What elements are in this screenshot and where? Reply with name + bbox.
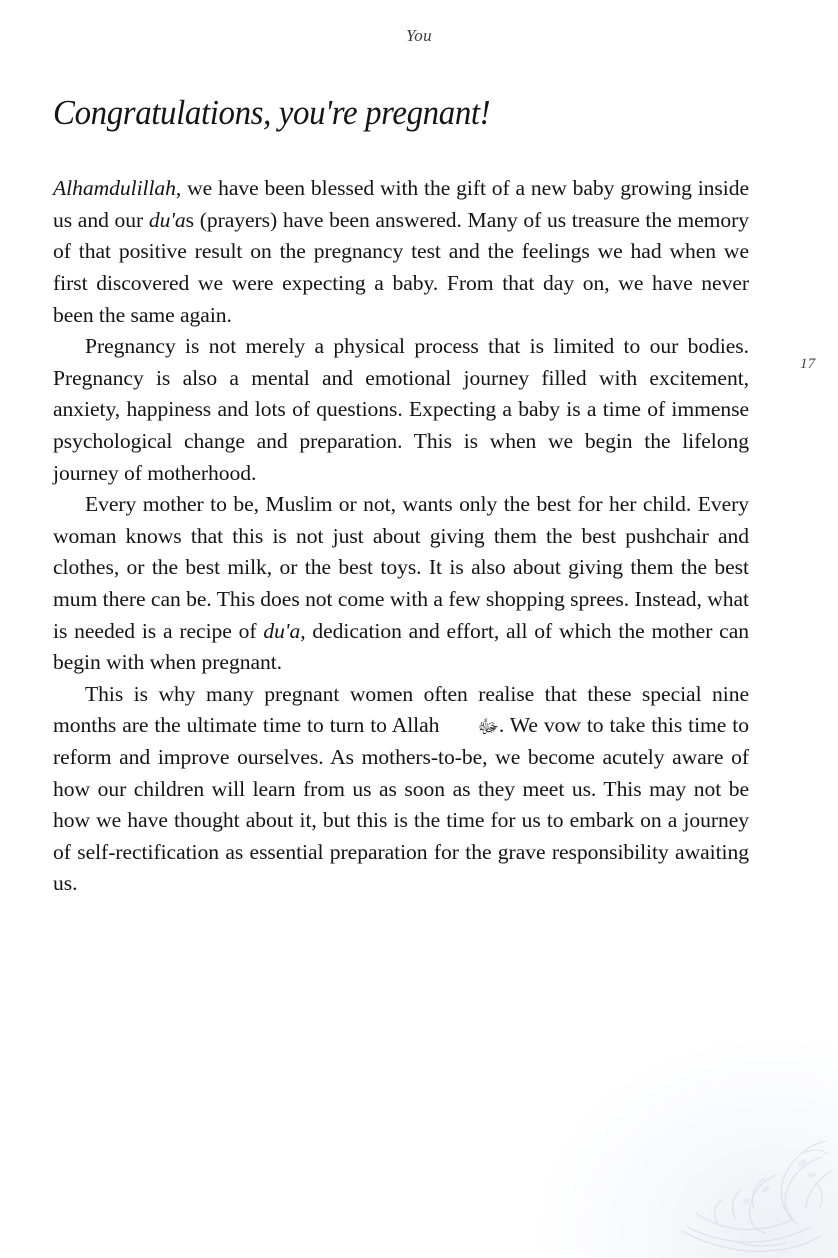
text-run: Pregnancy is not merely a physical process that is limited to our bodies. Pregnancy is also a mental and emotional journey filled with excitement, anxiety, happiness and lots of questions. Expecting a baby is a time of immense psychological change and preparation. This is when we begin the lifelong journey of motherhood.	[53, 334, 749, 485]
running-head: You	[405, 26, 433, 45]
text-run: , dedication and effort, all of which the mother can begin with when pregnant.	[53, 618, 749, 675]
paragraph	[53, 489, 749, 679]
italic-term: du'a	[148, 207, 186, 232]
page-number: 17	[800, 356, 816, 372]
chapter-title: Congratulations, you're pregnant!	[53, 93, 491, 132]
italic-term: du'a	[263, 618, 301, 643]
paragraph	[53, 173, 749, 331]
allah-honorific-glyph: ﷻ	[477, 717, 499, 739]
text-run: s (prayers) have been answered. Many of us treasure the memory of that positive result on the pregnancy test and the feelings we had when we first discovered we were expecting a baby. From that day on, we have never been the same again.	[53, 207, 750, 327]
paragraph	[53, 679, 749, 900]
text-run: Every mother to be, Muslim or not, wants only the best for her child. Every woman knows that this is not just about giving them the best pushchair and clothes, or the best milk, or the best toys. It is also about giving them the best mum there can be. This does not come with a few shopping sprees. Instead, what is needed is a recipe of	[53, 492, 749, 643]
text-column	[53, 92, 749, 900]
body-text	[53, 173, 749, 900]
text-run: , we have been blessed with the gift of a new baby growing inside us and our	[53, 176, 749, 232]
text-run: This is why many pregnant women often realise that these special nine months are the ultimate time to turn to Allah	[53, 681, 749, 738]
floral-flourish-watermark-icon	[626, 1123, 836, 1258]
italic-term: Alhamdulillah	[53, 176, 176, 201]
scan-tint	[538, 1038, 838, 1258]
text-run: . We vow to take this time to reform and improve ourselves. As mothers-to-be, we become acutely aware of how our children will learn from us as soon as they meet us. This may not be how we have thought about it, but this is the time for us to embark on a journey of self-rectification as essential preparation for the grave responsibility awaiting us.	[53, 713, 749, 896]
paragraph	[53, 331, 749, 489]
